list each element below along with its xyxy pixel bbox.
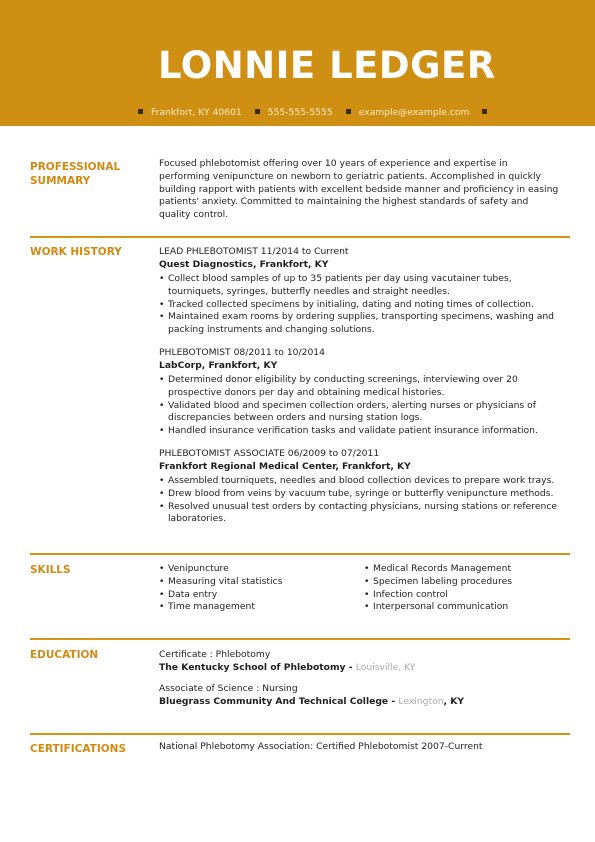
education-entry [159, 648, 559, 674]
job-company: Quest Diagnostics, Frankfort, KY [159, 259, 329, 270]
section-heading-work-history: WORK HISTORY [30, 246, 122, 258]
section-divider [30, 553, 570, 555]
education-entry [159, 682, 559, 708]
section-heading-skills: SKILLS [30, 564, 71, 576]
job-bullet: • Assembled tourniquets, needles and blood collection devices to prepare work trays. [159, 475, 559, 488]
summary-content [159, 158, 559, 222]
summary-heading-line1: PROFESSIONAL [30, 161, 121, 173]
bullet-square-icon [255, 109, 260, 114]
job-entry [159, 447, 559, 526]
contact-address: Frankfort, KY 40601 [151, 107, 242, 118]
bullet-square-icon [346, 109, 351, 114]
education-location-suffix: , KY [443, 696, 464, 707]
skill-item: • Specimen labeling procedures [364, 576, 564, 589]
skill-item: • Measuring vital statistics [159, 576, 359, 589]
bullet-square-icon [138, 109, 143, 114]
job-bullet: • Maintained exam rooms by ordering supplies, transporting specimens, washing and packing instruments and changing solutions. [159, 311, 559, 337]
job-bullet: • Tracked collected specimens by initialing, dating and noting times of collection. [159, 299, 559, 312]
job-bullet: • Drew blood from veins by vacuum tube, syringe or butterfly venipuncture methods. [159, 488, 559, 501]
job-bullet: • Collect blood samples of up to 35 patients per day using vacutainer tubes, tourniquets, syringes, butterfly needles and straight needles. [159, 273, 559, 299]
education-location: Louisville, KY [355, 662, 416, 673]
skill-item: • Data entry [159, 589, 359, 602]
work-history-content [159, 245, 559, 535]
job-title: LEAD PHLEBOTOMIST 11/2014 to Current [159, 246, 349, 257]
education-school: The Kentucky School of Phlebotomy [159, 662, 346, 673]
education-content [159, 648, 559, 716]
job-bullet: • Validated blood and specimen collection orders, alerting nurses or physicians of discrepancies between orders and nursing station logs. [159, 400, 559, 426]
bullet-square-icon [482, 109, 487, 114]
job-bullet: • Handled insurance verification tasks and validate patient insurance information. [159, 425, 559, 438]
skills-column-left [159, 563, 359, 614]
job-title: PHLEBOTOMIST ASSOCIATE 06/2009 to 07/2011 [159, 447, 380, 459]
section-heading-education: EDUCATION [30, 649, 99, 661]
job-company: LabCorp, Frankfort, KY [159, 359, 278, 371]
skill-item: • Interpersonal communication [364, 601, 564, 614]
summary-heading-line2: SUMMARY [30, 175, 91, 187]
header-banner [0, 0, 595, 126]
skills-content [159, 563, 559, 619]
education-degree: Certificate : Phlebotomy [159, 649, 271, 660]
section-divider [30, 733, 570, 735]
job-bullet: • Determined donor eligibility by conducting screenings, interviewing over 20 prospective donors per day and obtaining medical histories. [159, 374, 559, 400]
contact-phone[interactable]: 555-555-5555 [267, 107, 333, 118]
job-company: Frankfort Regional Medical Center, Frankfort, KY [159, 460, 411, 472]
section-heading-summary [30, 160, 120, 188]
section-divider [30, 236, 570, 238]
contact-line [138, 106, 495, 119]
job-entry [159, 346, 559, 438]
contact-email[interactable]: example@example.com [358, 107, 470, 118]
job-bullets [159, 374, 559, 438]
certification-item: National Phlebotomy Association: Certified Phlebotomist 2007-Current [159, 741, 483, 752]
education-separator: - [388, 696, 399, 707]
job-bullets [159, 273, 559, 337]
job-bullet: • Resolved unusual test orders by contacting physicians, nursing stations or reference laboratories. [159, 501, 559, 527]
education-school-line [159, 695, 559, 708]
skill-item: • Time management [159, 601, 359, 614]
education-degree: Associate of Science : Nursing [159, 683, 298, 694]
skill-item: • Infection control [364, 589, 564, 602]
certifications-content [159, 741, 559, 754]
education-school-line [159, 661, 559, 674]
education-location: Lexington [398, 696, 444, 707]
job-bullets [159, 475, 559, 526]
candidate-name: LONNIE LEDGER [158, 44, 496, 87]
skills-column-right [364, 563, 564, 614]
summary-text: Focused phlebotomist offering over 10 years of experience and expertise in performing venipuncture on newborn to geriatric patients. Accomplished in quickly building rapport with patients with excellent bedside manner and proficiency in easing patients' anxiety. Committed to maintaining the highest standards of safety and quality control. [159, 158, 559, 221]
education-school: Bluegrass Community And Technical College [159, 696, 389, 707]
section-heading-certifications: CERTIFICATIONS [30, 743, 127, 755]
skill-item: • Medical Records Management [364, 563, 564, 576]
education-separator: - [345, 662, 356, 673]
skill-item: • Venipuncture [159, 563, 359, 576]
job-title: PHLEBOTOMIST 08/2011 to 10/2014 [159, 346, 325, 358]
job-entry [159, 245, 559, 337]
section-divider [30, 638, 570, 640]
